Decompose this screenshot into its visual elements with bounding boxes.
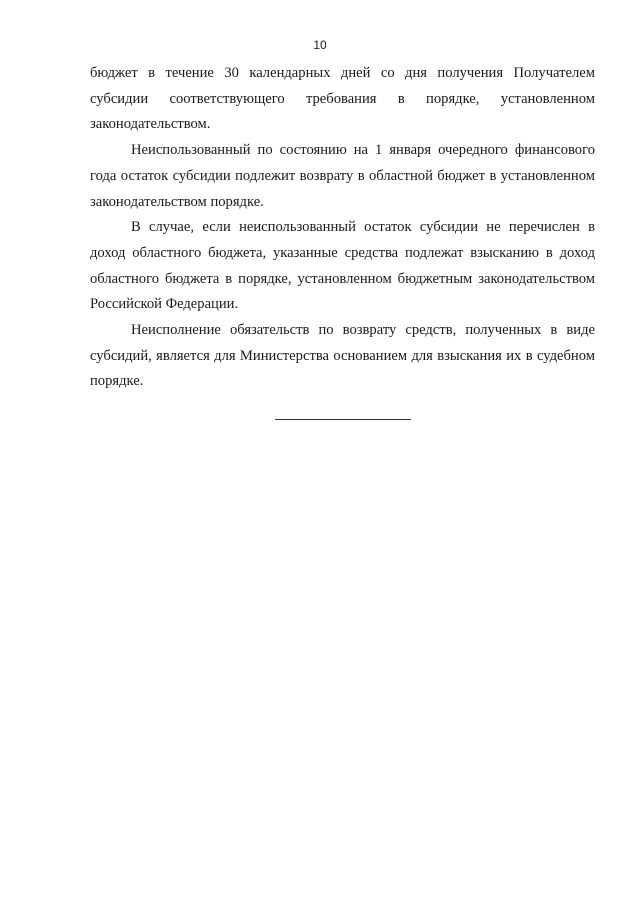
end-separator-line bbox=[275, 419, 411, 420]
paragraph-non-fulfillment: Неисполнение обязательств по возврату средств, полученных в виде субсидий, является для Министерства основанием для взыскания их в судебном порядке. bbox=[90, 322, 595, 390]
page-number: 10 bbox=[313, 38, 327, 52]
paragraph-recovery: В случае, если неиспользованный остаток субсидии не перечислен в доход областного бюджета, указанные средства подлежат взысканию в доход областного бюджета в порядке, установленном бюджетным законодательством Российской Федерации. bbox=[90, 219, 595, 313]
document-body bbox=[90, 61, 595, 395]
paragraph-continuation: бюджет в течение 30 календарных дней со дня получения Получателем субсидии соответствующего требования в порядке, установленном законодательством. bbox=[90, 65, 595, 133]
paragraph-unused-balance: Неиспользованный по состоянию на 1 января очередного финансового года остаток субсидии подлежит возврату в областной бюджет в установленном законодательством порядке. bbox=[90, 142, 595, 210]
